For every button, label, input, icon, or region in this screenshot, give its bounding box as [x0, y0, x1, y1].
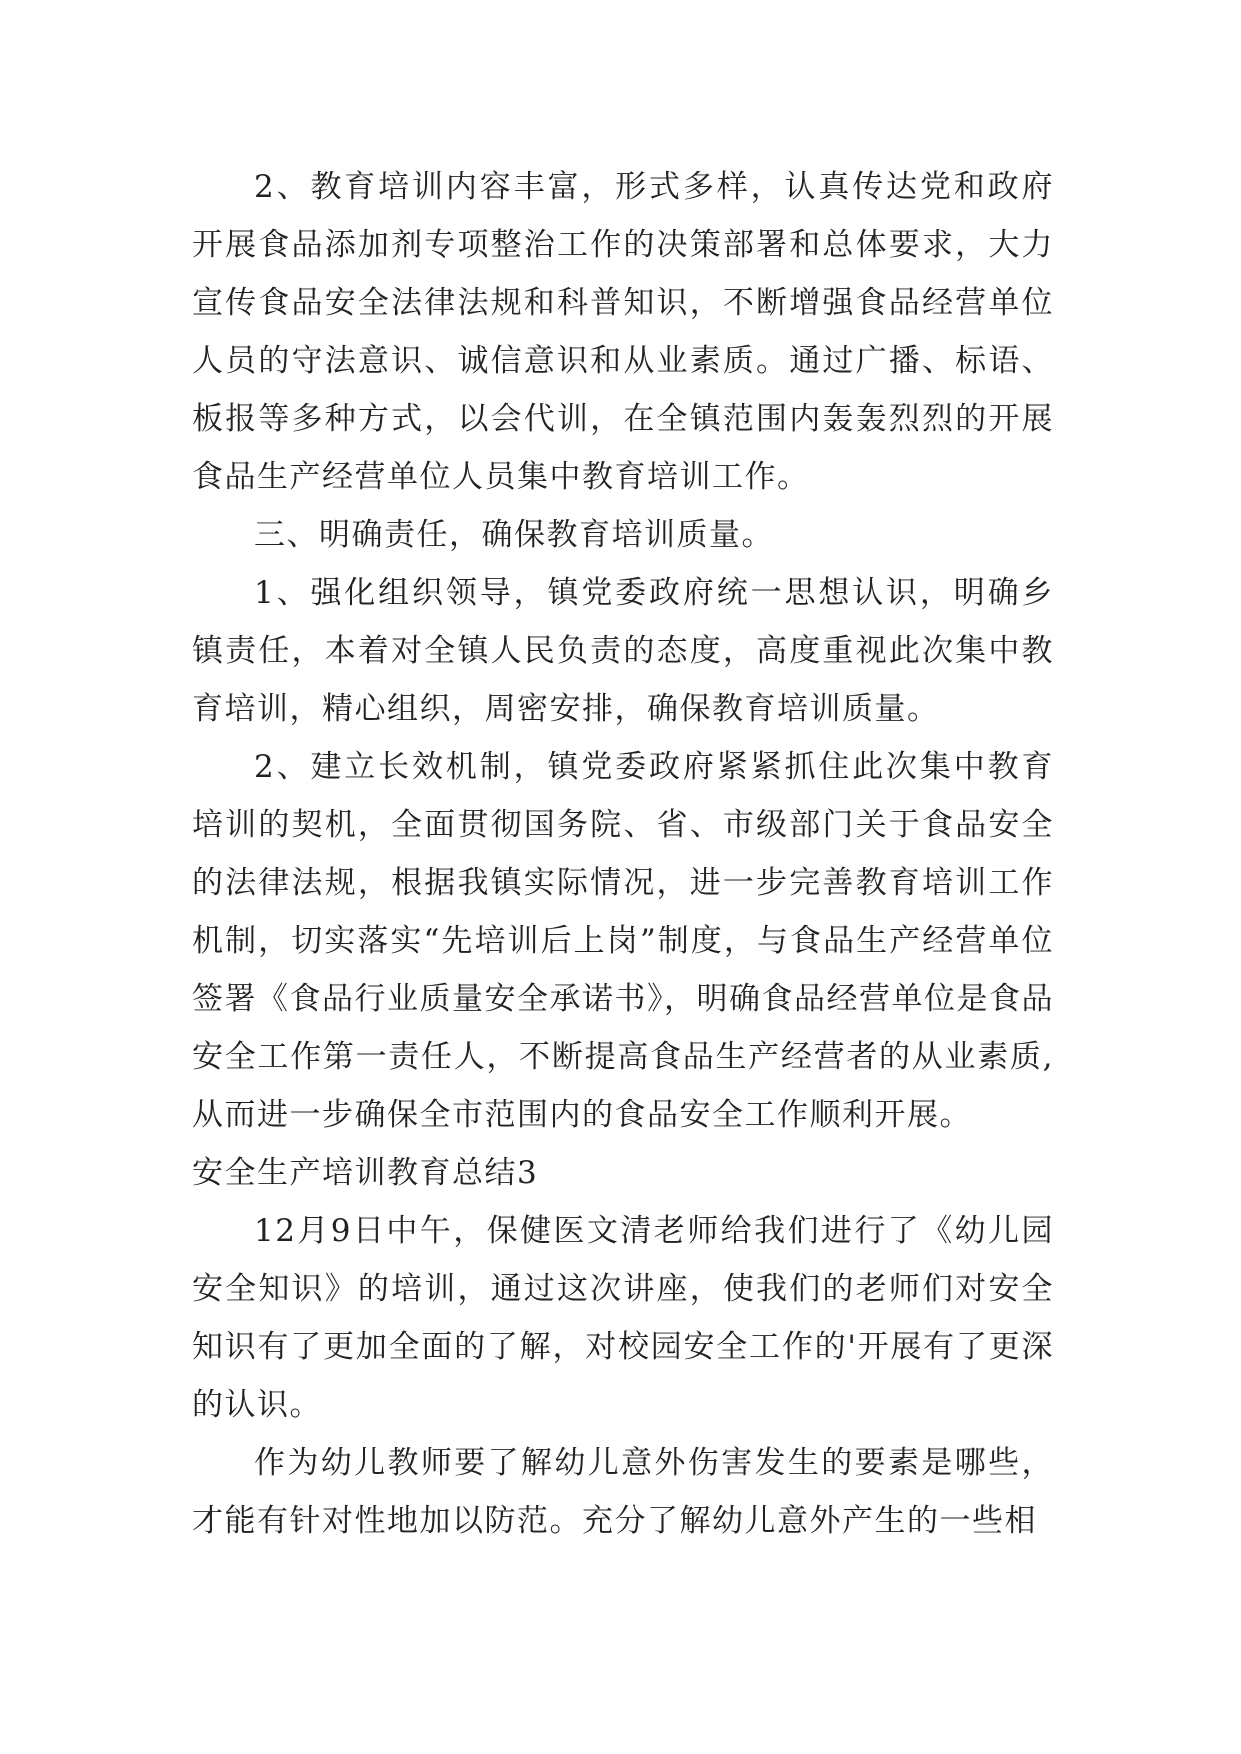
document-subtitle: 安全生产培训教育总结3: [192, 1155, 539, 1191]
paragraph-training-session: 12月9日中午，保健医文清老师给我们进行了《幼儿园安全知识》的培训，通过这次讲座，使我们的老师们对安全知识有了更加全面的了解，对校园安全工作的'开展有了更深的认识。: [192, 1213, 1054, 1423]
paragraph-teacher-awareness: 作为幼儿教师要了解幼儿意外伤害发生的要素是哪些，才能有针对性地加以防范。充分了解幼儿意外产生的一些相: [192, 1445, 1054, 1539]
document-body: [192, 158, 1054, 1550]
paragraph-mechanism: 2、建立长效机制，镇党委政府紧紧抓住此次集中教育培训的契机，全面贯彻国务院、省、市级部门关于食品安全的法律法规，根据我镇实际情况，进一步完善教育培训工作机制，切实落实“先培训后上岗”制度，与食品生产经营单位签署《食品行业质量安全承诺书》，明确食品经营单位是食品安全工作第一责任人，不断提高食品生产经营者的从业素质,从而进一步确保全市范围内的食品安全工作顺利开展。: [192, 749, 1054, 1133]
paragraph-leadership: 1、强化组织领导，镇党委政府统一思想认识，明确乡镇责任，本着对全镇人民负责的态度，高度重视此次集中教育培训，精心组织，周密安排，确保教育培训质量。: [192, 575, 1054, 727]
section-heading-responsibility: 三、明确责任，确保教育培训质量。: [254, 517, 774, 553]
paragraph-education-content: 2、教育培训内容丰富，形式多样，认真传达党和政府开展食品添加剂专项整治工作的决策部署和总体要求，大力宣传食品安全法律法规和科普知识，不断增强食品经营单位人员的守法意识、诚信意识和从业素质。通过广播、标语、板报等多种方式，以会代训，在全镇范围内轰轰烈烈的开展食品生产经营单位人员集中教育培训工作。: [192, 169, 1054, 495]
